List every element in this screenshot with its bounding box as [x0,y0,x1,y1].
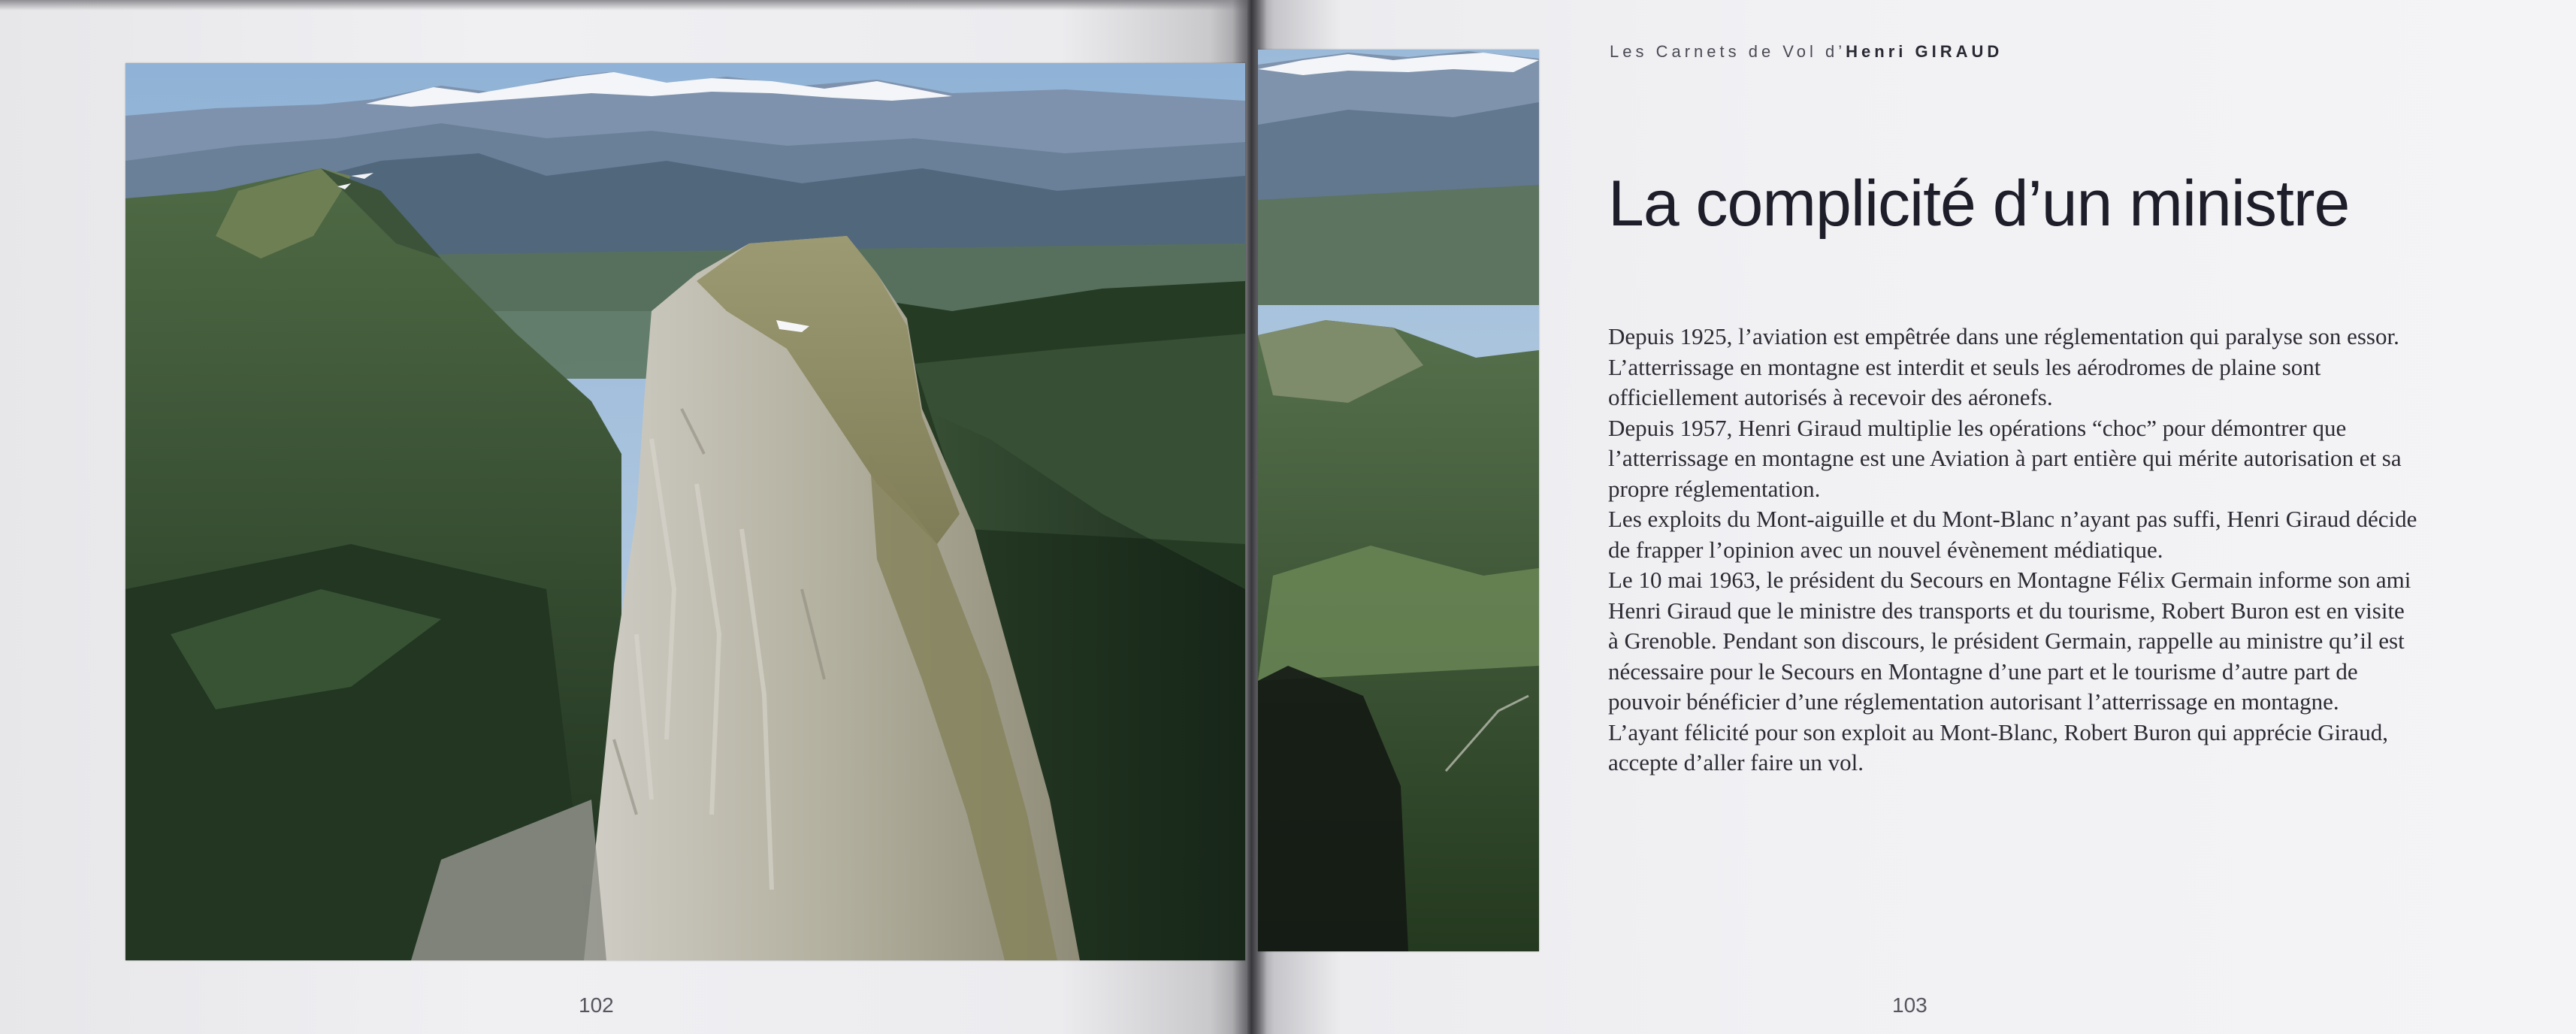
body-text [1608,322,2480,779]
mountain-aerial-photo [125,63,1245,960]
running-head-prefix: Les Carnets de Vol d’ [1610,42,1846,61]
paragraph [1608,504,2480,565]
text-line: nécessaire pour le Secours en Montagne d’une part et le tourisme d’autre part de [1608,658,2358,685]
text-line: Henri Giraud que le ministre des transports et du tourisme, Robert Buron est en visite [1608,597,2405,624]
text-line: L’ayant félicité pour son exploit au Mont-Blanc, Robert Buron qui apprécie Giraud, [1608,718,2388,745]
text-line: Le 10 mai 1963, le président du Secours en Montagne Félix Germain informe son ami [1608,567,2411,593]
text-line: accepte d’aller faire un vol. [1608,749,1864,776]
running-head-name: Henri GIRAUD [1846,42,2003,61]
mountain-valley-photo [1258,50,1539,951]
text-line: de frapper l’opinion avec un nouvel évènement médiatique. [1608,536,2163,563]
running-head [1610,42,2003,62]
page-number-left: 102 [579,993,614,1017]
mountain-photo-illustration [125,63,1245,960]
page-number-right: 103 [1892,993,1927,1017]
text-line: Les exploits du Mont-aiguille et du Mont-Blanc n’ayant pas suffi, Henri Giraud décide [1608,506,2417,532]
text-line: à Grenoble. Pendant son discours, le président Germain, rappelle au ministre qu’il est [1608,627,2405,654]
chapter-title: La complicité d’un ministre [1608,168,2350,240]
text-line: l’atterrissage en montagne est une Aviation à part entière qui mérite autorisation et sa [1608,445,2402,471]
text-line: Depuis 1957, Henri Giraud multiplie les opérations “choc” pour démontrer que [1608,414,2347,441]
text-line: officiellement autorisés à recevoir des aéronefs. [1608,384,2053,410]
valley-photo-illustration [1258,50,1539,951]
text-line: propre réglementation. [1608,475,1821,502]
paragraph [1608,322,2480,413]
paragraph [1608,413,2480,505]
page-top-shadow [0,0,1247,11]
text-line: Depuis 1925, l’aviation est empêtrée dans une réglementation qui paralyse son essor. [1608,323,2399,349]
paragraph [1608,718,2480,779]
paragraph [1608,565,2480,718]
text-line: pouvoir bénéficier d’une réglementation autorisant l’atterrissage en montagne. [1608,688,2339,715]
text-line: L’atterrissage en montagne est interdit et seuls les aérodromes de plaine sont [1608,353,2321,380]
